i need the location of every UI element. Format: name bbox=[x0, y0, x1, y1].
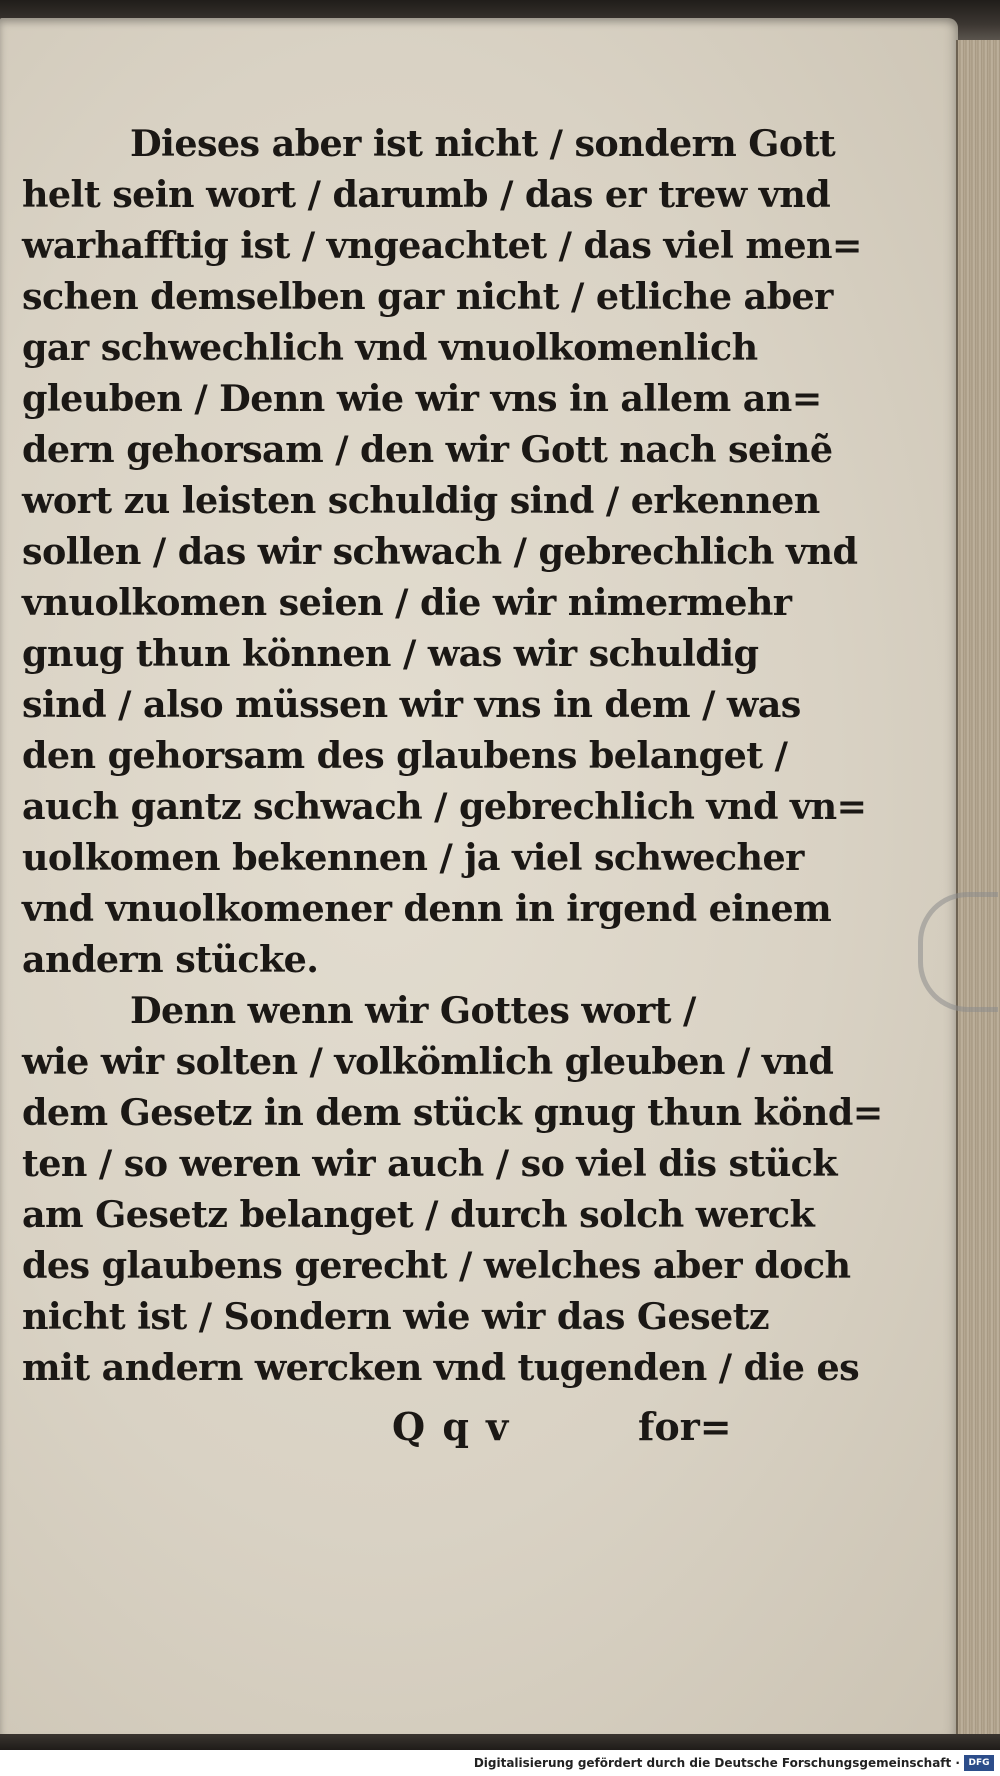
text-line: nicht ist / Sondern wie wir das Gesetz bbox=[22, 1295, 770, 1338]
text-line: mit andern wercken vnd tugenden / die es bbox=[22, 1346, 860, 1389]
text-line: helt sein wort / darumb / das er trew vnd bbox=[22, 173, 831, 216]
book-bottom-edge bbox=[0, 1734, 1000, 1750]
text-line: warhafftig ist / vngeachtet / das viel men= bbox=[22, 224, 862, 267]
text-line: des glaubens gerecht / welches aber doch bbox=[22, 1244, 851, 1287]
text-line: andern stücke. bbox=[22, 938, 319, 981]
text-line: sind / also müssen wir vns in dem / was bbox=[22, 683, 801, 726]
text-line: ten / so weren wir auch / so viel dis stück bbox=[22, 1142, 838, 1185]
page-clip bbox=[918, 892, 998, 1012]
catchword: for= bbox=[638, 1404, 732, 1449]
text-line: Dieses aber ist nicht / sondern Gott bbox=[130, 122, 836, 165]
text-line: Denn wenn wir Gottes wort / bbox=[130, 989, 696, 1032]
footer-bar bbox=[0, 1750, 1000, 1776]
text-line: sollen / das wir schwach / gebrechlich vnd bbox=[22, 530, 858, 573]
page-text bbox=[22, 118, 883, 1393]
text-line: dem Gesetz in dem stück gnug thun könd= bbox=[22, 1091, 883, 1134]
text-line: wort zu leisten schuldig sind / erkennen bbox=[22, 479, 820, 522]
text-line: wie wir solten / volkömlich gleuben / vnd bbox=[22, 1040, 834, 1083]
text-line: gar schwechlich vnd vnuolkomenlich bbox=[22, 326, 758, 369]
text-line: vnd vnuolkomener denn in irgend einem bbox=[22, 887, 832, 930]
text-line: vnuolkomen seien / die wir nimermehr bbox=[22, 581, 792, 624]
text-line: am Gesetz belanget / durch solch werck bbox=[22, 1193, 815, 1236]
text-line: den gehorsam des glaubens belanget / bbox=[22, 734, 788, 777]
book-fore-edge bbox=[956, 40, 1000, 1740]
text-line: gleuben / Denn wie wir vns in allem an= bbox=[22, 377, 822, 420]
text-line: schen demselben gar nicht / etliche aber bbox=[22, 275, 833, 318]
funding-notice: Digitalisierung gefördert durch die Deutsche Forschungsgemeinschaft · bbox=[473, 1756, 960, 1770]
text-line: gnug thun können / was wir schuldig bbox=[22, 632, 759, 675]
signature-mark: Q q v bbox=[392, 1404, 511, 1449]
text-line: dern gehorsam / den wir Gott nach seinẽ bbox=[22, 428, 833, 471]
dfg-logo-icon: DFG bbox=[964, 1755, 994, 1771]
text-line: auch gantz schwach / gebrechlich vnd vn= bbox=[22, 785, 867, 828]
text-line: uolkomen bekennen / ja viel schwecher bbox=[22, 836, 804, 879]
